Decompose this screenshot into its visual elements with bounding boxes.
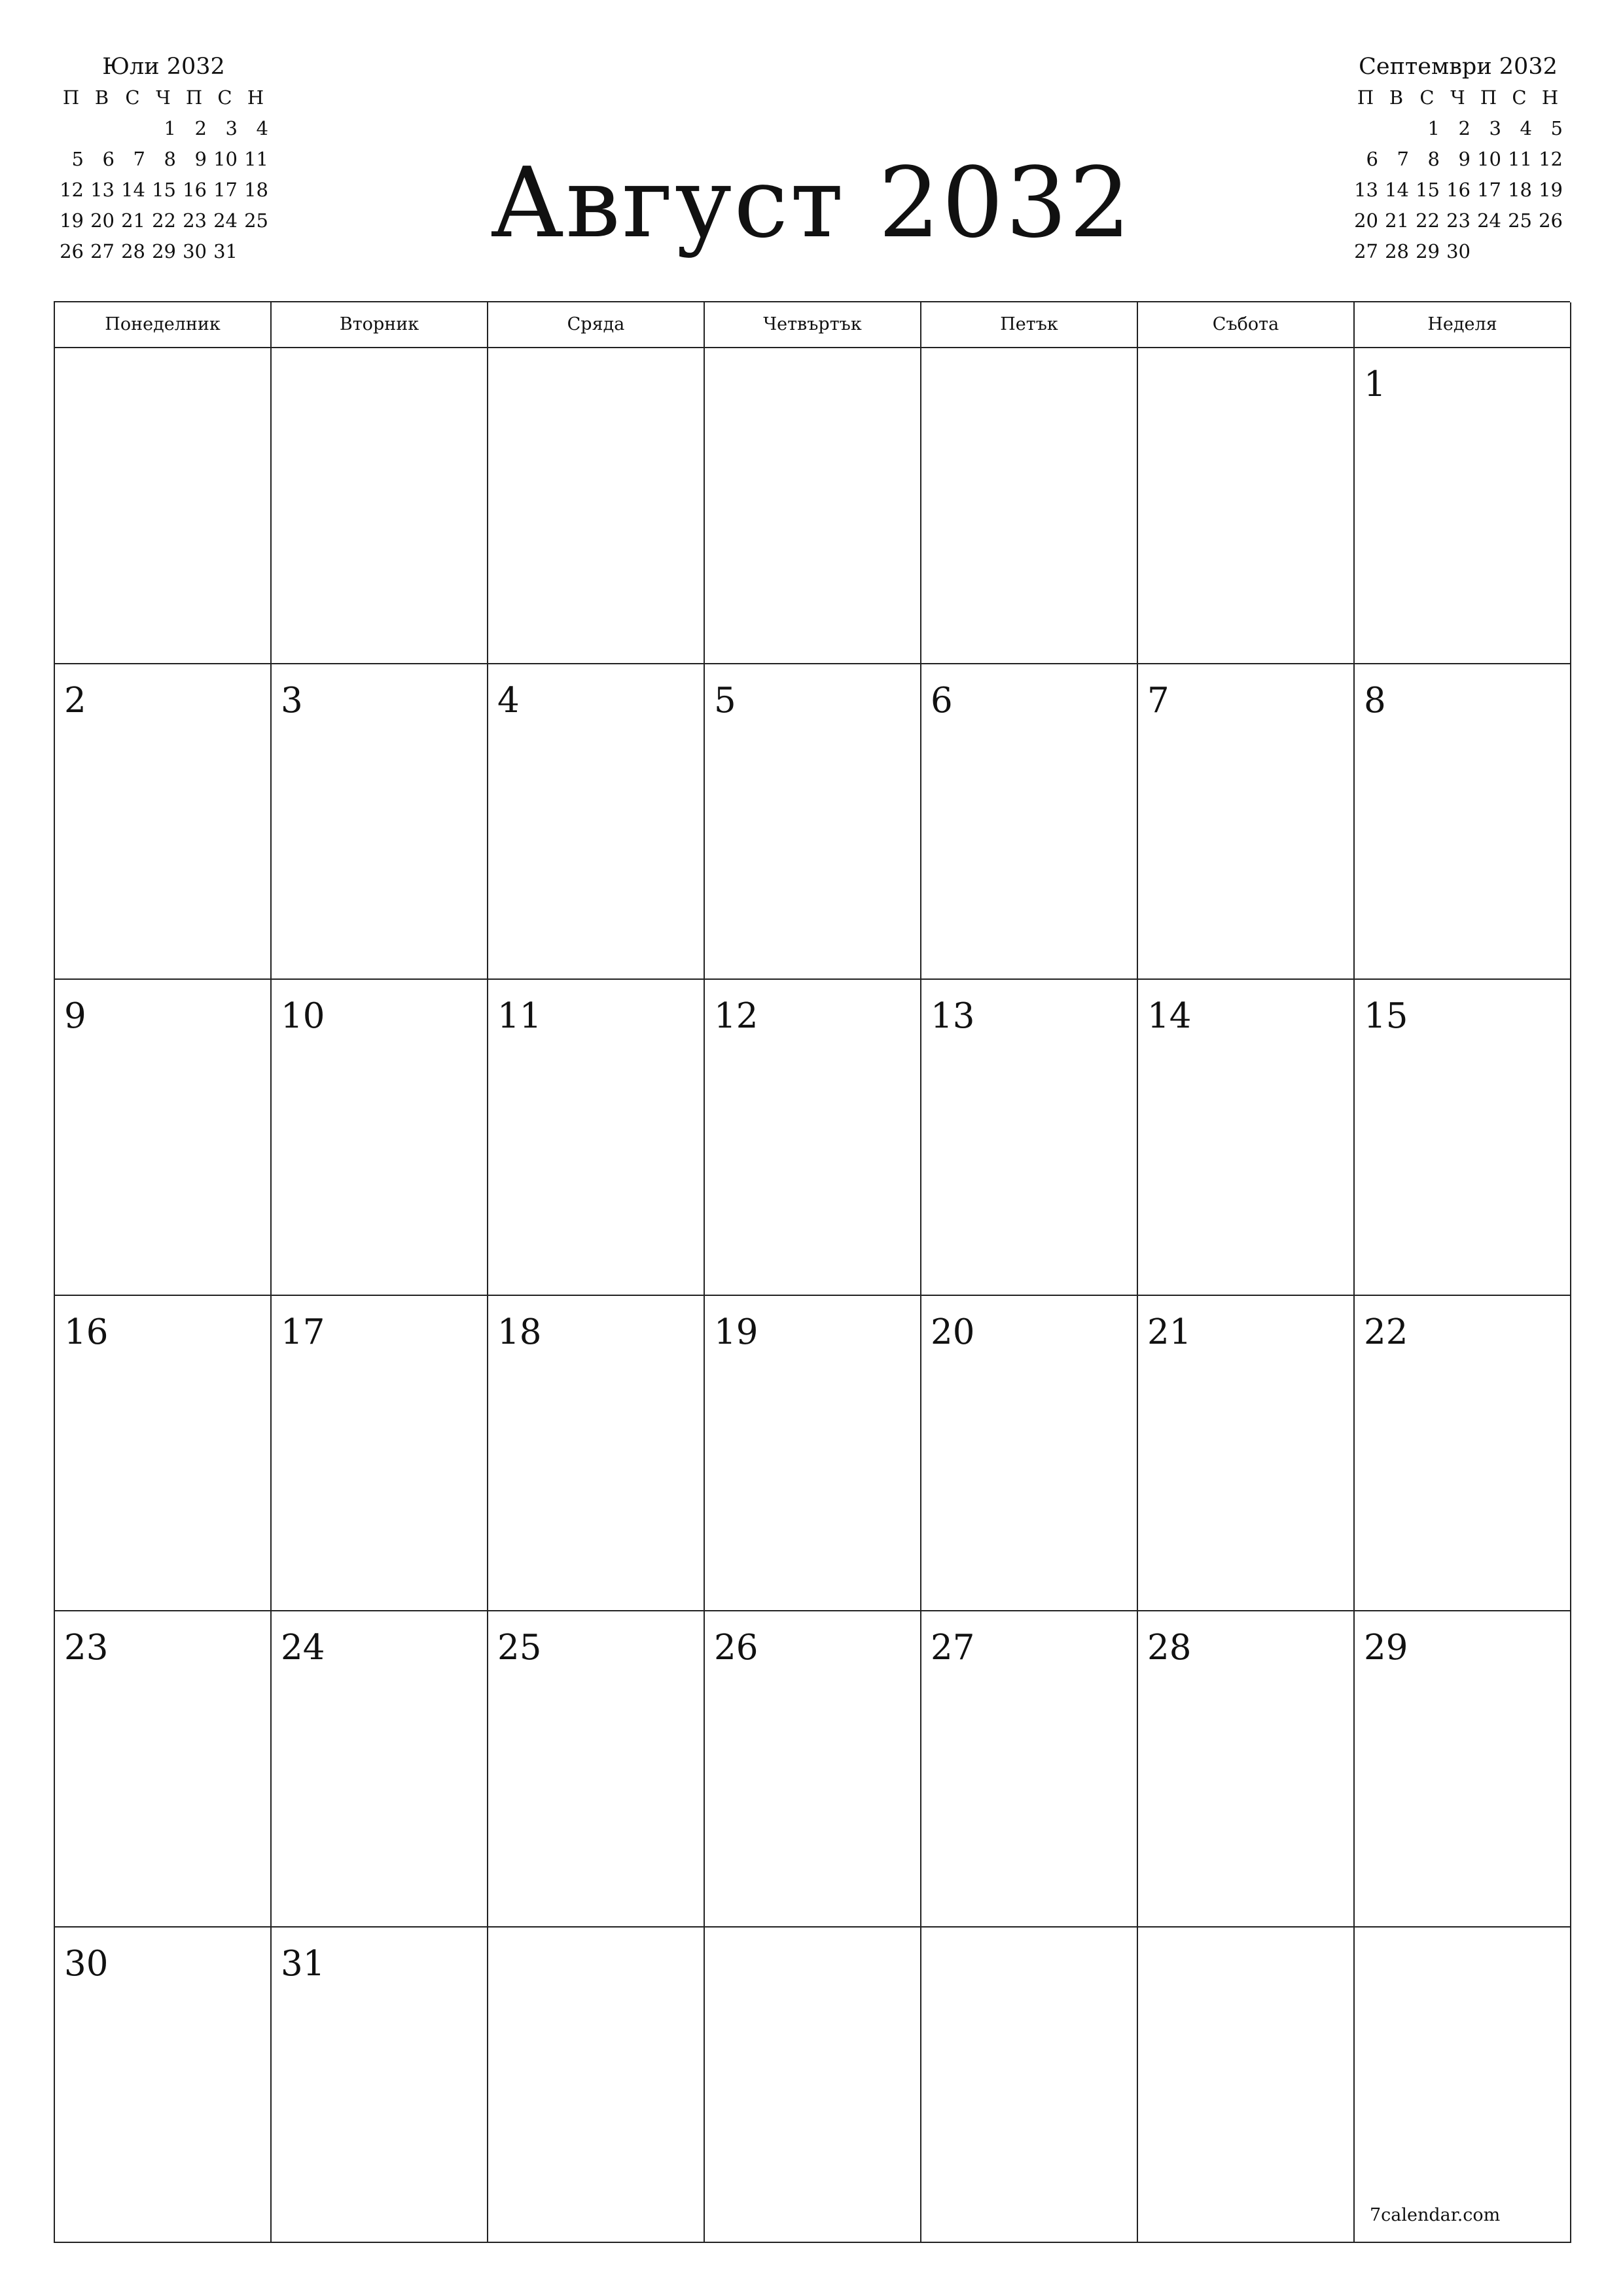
- mini-day-number: [1350, 113, 1381, 144]
- mini-day-number: 13: [90, 179, 115, 201]
- day-number: 23: [64, 1628, 109, 1668]
- mini-calendar-title: Юли 2032: [102, 54, 225, 80]
- day-number: 22: [1364, 1312, 1408, 1352]
- mini-day-number: 20: [90, 209, 115, 232]
- day-cell: [1355, 1928, 1571, 2244]
- mini-day-number: 14: [121, 179, 145, 201]
- day-number: 10: [281, 996, 325, 1036]
- mini-day-number: 17: [213, 179, 238, 201]
- day-cell: [272, 1611, 488, 1928]
- day-number: 3: [281, 680, 303, 721]
- day-cell: [488, 1296, 705, 1612]
- mini-day-number: 29: [152, 240, 176, 262]
- mini-day-number: 30: [183, 240, 207, 262]
- day-number: 6: [931, 680, 953, 721]
- mini-day-number: 26: [60, 240, 84, 262]
- day-number: 7: [1147, 680, 1169, 721]
- mini-day-number: 8: [1427, 148, 1440, 170]
- mini-weekday-label: П: [62, 86, 80, 109]
- mini-day-number: 30: [1446, 240, 1471, 262]
- day-cell: [488, 980, 705, 1296]
- day-cell: [1355, 1611, 1571, 1928]
- mini-day-number: 24: [1477, 209, 1501, 232]
- mini-day-number: 7: [1397, 148, 1409, 170]
- day-cell: [55, 1611, 272, 1928]
- mini-day-number: 16: [1446, 179, 1471, 201]
- site-credit: 7calendar.com: [1370, 2205, 1501, 2225]
- mini-day-number: 21: [121, 209, 145, 232]
- day-number: 9: [64, 996, 86, 1036]
- mini-weekday-label: П: [1480, 86, 1497, 109]
- mini-day-number: 5: [71, 148, 84, 170]
- day-number: 19: [714, 1312, 758, 1352]
- mini-weekday-label: С: [1512, 86, 1527, 109]
- day-number: 15: [1364, 996, 1408, 1036]
- mini-day-number: 28: [1385, 240, 1409, 262]
- day-number: 12: [714, 996, 758, 1036]
- weekday-header: Четвъртък: [705, 302, 921, 348]
- mini-day-number: 8: [164, 148, 176, 170]
- mini-day-number: 15: [1416, 179, 1440, 201]
- day-cell: [921, 664, 1138, 980]
- mini-weekday-label: Ч: [1450, 86, 1465, 109]
- mini-weekday-label: В: [1389, 86, 1404, 109]
- mini-day-number: 19: [1539, 179, 1563, 201]
- mini-day-number: 25: [1508, 209, 1532, 232]
- mini-day-number: 31: [213, 240, 238, 262]
- mini-weekday-label: С: [217, 86, 232, 109]
- month-calendar-grid: [54, 301, 1570, 2243]
- mini-day-number: 4: [256, 117, 268, 139]
- mini-day-number: 25: [244, 209, 268, 232]
- day-cell: [1138, 348, 1355, 664]
- mini-day-number: 16: [183, 179, 207, 201]
- weekday-header: Петък: [921, 302, 1138, 348]
- day-number: 5: [714, 680, 736, 721]
- mini-day-number: 4: [1520, 117, 1532, 139]
- day-cell: [921, 348, 1138, 664]
- day-cell: [1355, 348, 1571, 664]
- mini-day-number: 6: [1366, 148, 1378, 170]
- mini-calendar-next-month: [1350, 51, 1566, 267]
- day-cell: [272, 980, 488, 1296]
- mini-weekday-label: Н: [1541, 86, 1559, 109]
- day-number: 14: [1147, 996, 1192, 1036]
- day-cell: [272, 664, 488, 980]
- day-cell: [488, 664, 705, 980]
- mini-day-number: 2: [1458, 117, 1471, 139]
- day-cell: [705, 1296, 921, 1612]
- mini-day-number: 23: [183, 209, 207, 232]
- day-cell: [705, 1611, 921, 1928]
- mini-day-number: 3: [1489, 117, 1501, 139]
- day-number: 2: [64, 680, 86, 721]
- mini-weekday-label: Ч: [156, 86, 171, 109]
- weekday-header-row: [55, 302, 1570, 348]
- day-cell: [1138, 980, 1355, 1296]
- mini-day-number: 6: [102, 148, 115, 170]
- mini-day-number: 13: [1354, 179, 1378, 201]
- mini-weekday-label: Н: [247, 86, 264, 109]
- mini-day-number: 9: [194, 148, 207, 170]
- mini-calendar-title: Септември 2032: [1359, 54, 1558, 80]
- calendar-weeks: [55, 348, 1570, 2243]
- day-number: 30: [64, 1943, 109, 1984]
- day-cell: [55, 980, 272, 1296]
- mini-day-number: 27: [90, 240, 115, 262]
- mini-day-number: 1: [1427, 117, 1440, 139]
- day-number: 29: [1364, 1628, 1408, 1668]
- mini-day-number: [117, 113, 148, 144]
- day-number: 16: [64, 1312, 109, 1352]
- mini-day-number: 10: [213, 148, 238, 170]
- mini-day-number: 12: [60, 179, 84, 201]
- day-number: 20: [931, 1312, 975, 1352]
- mini-day-number: 21: [1385, 209, 1409, 232]
- day-cell: [488, 1928, 705, 2244]
- day-number: 4: [497, 680, 520, 721]
- mini-day-number: 23: [1446, 209, 1471, 232]
- day-number: 13: [931, 996, 975, 1036]
- mini-day-number: [1381, 113, 1412, 144]
- day-number: 26: [714, 1628, 758, 1668]
- day-cell: [921, 1611, 1138, 1928]
- weekday-header: Вторник: [272, 302, 488, 348]
- day-cell: [1138, 664, 1355, 980]
- mini-day-number: 26: [1539, 209, 1563, 232]
- day-number: 28: [1147, 1628, 1192, 1668]
- weekday-header: Сряда: [488, 302, 705, 348]
- day-number: 11: [497, 996, 542, 1036]
- day-cell: [705, 980, 921, 1296]
- mini-day-number: 9: [1458, 148, 1471, 170]
- mini-day-number: 17: [1477, 179, 1501, 201]
- weekday-header: Събота: [1138, 302, 1355, 348]
- day-cell: [1138, 1296, 1355, 1612]
- mini-day-number: 3: [225, 117, 238, 139]
- day-cell: [705, 664, 921, 980]
- day-number: 18: [497, 1312, 542, 1352]
- mini-day-number: 24: [213, 209, 238, 232]
- day-cell: [272, 1928, 488, 2244]
- mini-day-number: 28: [121, 240, 145, 262]
- day-cell: [705, 348, 921, 664]
- day-cell: [921, 1928, 1138, 2244]
- day-cell: [1355, 664, 1571, 980]
- mini-calendar-grid: [1350, 82, 1566, 267]
- mini-weekday-label: В: [94, 86, 109, 109]
- day-number: 27: [931, 1628, 975, 1668]
- day-cell: [55, 664, 272, 980]
- day-cell: [55, 1296, 272, 1612]
- day-cell: [55, 1928, 272, 2244]
- day-number: 17: [281, 1312, 325, 1352]
- weekday-header: Неделя: [1355, 302, 1571, 348]
- mini-day-number: 5: [1550, 117, 1563, 139]
- mini-day-number: 20: [1354, 209, 1378, 232]
- mini-day-number: 19: [60, 209, 84, 232]
- weekday-header: Понеделник: [55, 302, 272, 348]
- mini-day-number: 22: [152, 209, 176, 232]
- mini-day-number: 18: [1508, 179, 1532, 201]
- day-cell: [921, 1296, 1138, 1612]
- day-cell: [705, 1928, 921, 2244]
- day-cell: [55, 348, 272, 664]
- page-title: Август 2032: [490, 147, 1133, 259]
- day-number: 8: [1364, 680, 1386, 721]
- mini-day-number: 7: [133, 148, 145, 170]
- day-number: 25: [497, 1628, 542, 1668]
- day-cell: [1355, 1296, 1571, 1612]
- day-number: 1: [1364, 365, 1386, 404]
- day-cell: [921, 980, 1138, 1296]
- mini-day-number: 14: [1385, 179, 1409, 201]
- mini-weekday-label: П: [185, 86, 203, 109]
- mini-day-number: 11: [244, 148, 268, 170]
- mini-day-number: 12: [1539, 148, 1563, 170]
- mini-day-number: 22: [1416, 209, 1440, 232]
- mini-weekday-label: С: [125, 86, 140, 109]
- day-cell: [488, 1611, 705, 1928]
- mini-day-number: 10: [1477, 148, 1501, 170]
- mini-weekday-label: С: [1419, 86, 1435, 109]
- day-cell: [1138, 1611, 1355, 1928]
- mini-day-number: 18: [244, 179, 268, 201]
- day-cell: [272, 1296, 488, 1612]
- mini-day-number: 11: [1508, 148, 1532, 170]
- mini-weekday-label: П: [1357, 86, 1374, 109]
- day-cell: [488, 348, 705, 664]
- mini-day-number: 1: [164, 117, 176, 139]
- mini-day-number: 29: [1416, 240, 1440, 262]
- day-number: 24: [281, 1628, 325, 1668]
- day-number: 21: [1147, 1312, 1192, 1352]
- day-cell: [1355, 980, 1571, 1296]
- mini-day-number: 2: [194, 117, 207, 139]
- mini-day-number: [56, 113, 86, 144]
- day-cell: [1138, 1928, 1355, 2244]
- mini-day-number: 15: [152, 179, 176, 201]
- mini-day-number: 27: [1354, 240, 1378, 262]
- day-number: 31: [281, 1943, 325, 1984]
- mini-day-number: [86, 113, 117, 144]
- day-cell: [272, 348, 488, 664]
